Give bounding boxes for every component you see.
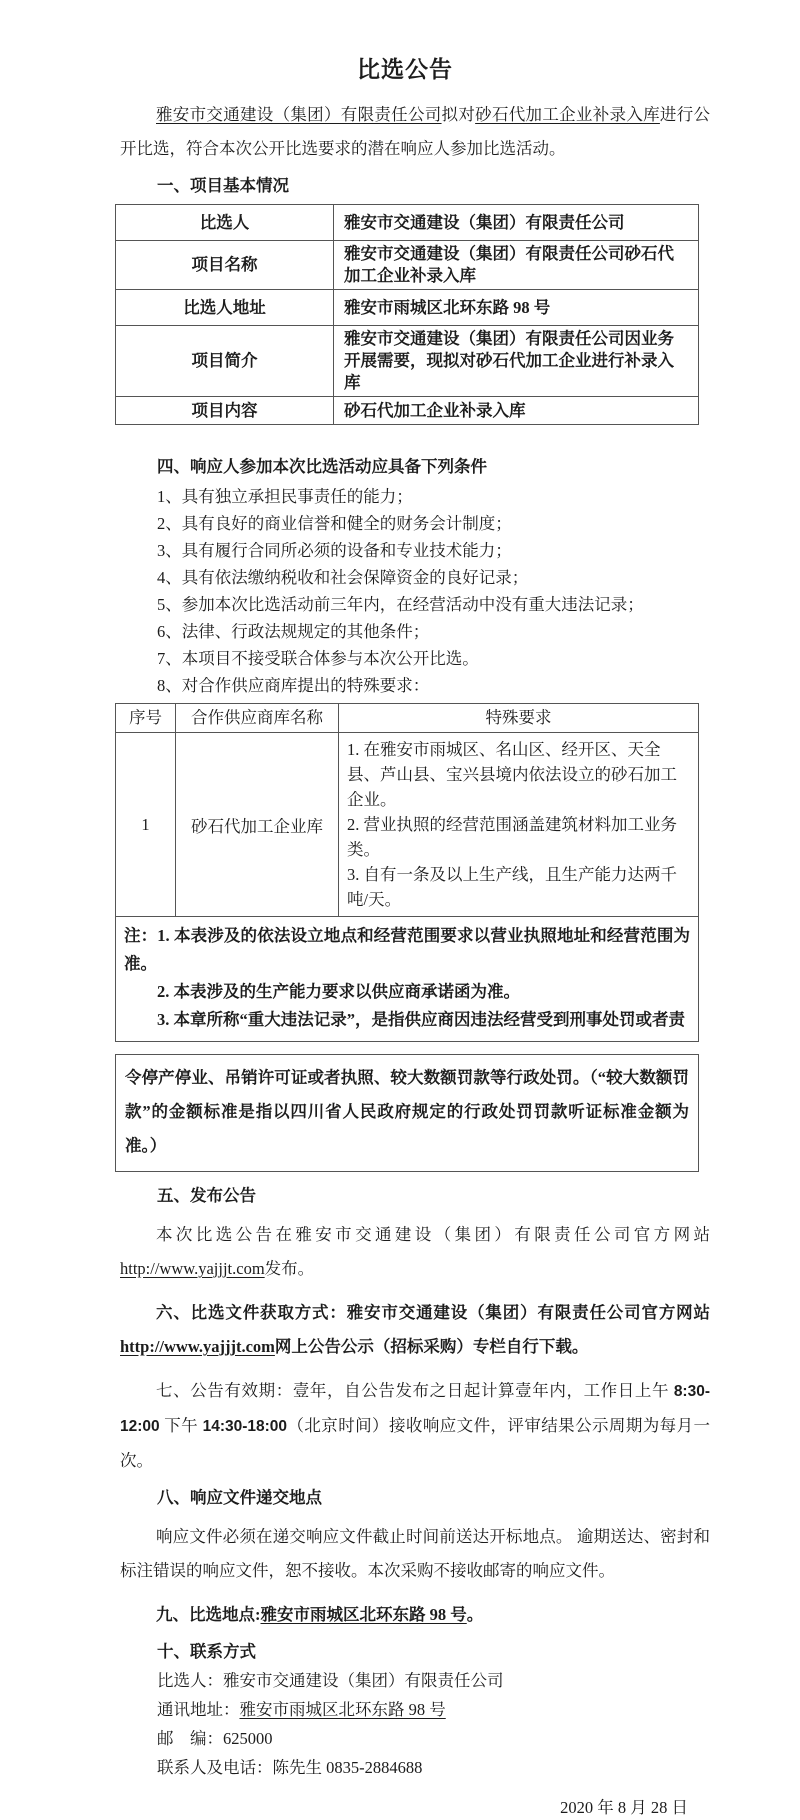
row-value: 雅安市交通建设（集团）有限责任公司 — [334, 205, 699, 241]
supplier-table-data-row — [116, 733, 699, 917]
continuation-box — [115, 1054, 699, 1172]
row-label: 项目名称 — [116, 241, 334, 290]
note-line-3: 3. 本章所称“重大违法记录”，是指供应商因违法经营受到刑事处罚或者责 — [157, 1010, 685, 1029]
section-heading-5: 五、发布公告 — [157, 1186, 256, 1205]
note-line-1: 注：1. 本表涉及的依法设立地点和经营范围要求以营业执照地址和经营范围为准。 — [124, 926, 690, 973]
row-value: 砂石代加工企业补录入库 — [334, 397, 699, 425]
delivery-paragraph: 响应文件必须在递交响应文件截止时间前送达开标地点。 逾期送达、密封和标注错误的响应文件，恕不接收。本次采购不接收邮寄的响应文件。 — [120, 1527, 710, 1580]
table-row-project-name — [116, 241, 699, 290]
requirement-line-2: 2. 营业执照的经营范围涵盖建筑材料加工业务类。 — [347, 815, 677, 859]
row-label: 比选人 — [116, 205, 334, 241]
header-seq-no: 序号 — [116, 704, 176, 733]
validity-text-mid: 下午 — [159, 1416, 203, 1435]
page-title: 比选公告 — [357, 57, 453, 82]
row-value: 雅安市雨城区北环东路 98 号 — [334, 290, 699, 326]
row-label: 项目内容 — [116, 397, 334, 425]
validity-paragraph — [120, 1374, 710, 1478]
contact-line-bidder: 比选人：雅安市交通建设（集团）有限责任公司 — [157, 1671, 504, 1690]
header-special-requirements: 特殊要求 — [339, 704, 699, 733]
project-info-table — [115, 204, 699, 425]
bidder-name-underlined: 雅安市交通建设（集团）有限责任公司 — [156, 105, 442, 124]
table-row-project-content — [116, 397, 699, 425]
supplier-table-header-row — [116, 704, 699, 733]
continuation-text: 令停产停业、吊销许可证或者执照、较大数额罚款等行政处罚。（“较大数额罚款”的金额标准是指以四川省人民政府规定的行政处罚罚款听证标准金额为准。） — [125, 1068, 689, 1155]
announcement-paragraph — [120, 1218, 710, 1286]
header-library-name: 合作供应商库名称 — [176, 704, 339, 733]
section-heading-8: 八、响应文件递交地点 — [157, 1488, 322, 1507]
supplier-table-note-row — [116, 917, 699, 1042]
location-address-underlined: 雅安市雨城区北环东路 98 号 — [260, 1605, 467, 1624]
intro-mid-text: 拟对 — [441, 105, 476, 124]
table-row-project-intro — [116, 326, 699, 397]
obtain-text-suffix: 网上公告公示（招标采购）专栏自行下载。 — [274, 1337, 589, 1356]
announcement-text-before: 本次比选公告在雅安市交通建设（集团）有限责任公司官方网站 — [156, 1225, 710, 1244]
section-heading-10: 十、联系方式 — [157, 1642, 256, 1661]
condition-item-1: 1、具有独立承担民事责任的能力； — [157, 487, 413, 506]
document-date: 2020 年 8 月 28 日 — [560, 1798, 688, 1817]
condition-item-4: 4、具有依法缴纳税收和社会保障资金的良好记录； — [157, 568, 529, 587]
obtain-text-prefix: 六、比选文件获取方式：雅安市交通建设（集团）有限责任公司官方网站 — [156, 1303, 710, 1322]
contact-line-address — [157, 1698, 710, 1722]
table-row-bidder-address — [116, 290, 699, 326]
table-row-bidder — [116, 205, 699, 241]
row-label: 比选人地址 — [116, 290, 334, 326]
condition-item-8: 8、对合作供应商库提出的特殊要求： — [157, 676, 430, 695]
cell-seq-no: 1 — [116, 733, 176, 917]
website-link-2[interactable]: http://www.yajjjt.com — [120, 1337, 275, 1356]
cell-library-name: 砂石代加工企业库 — [176, 733, 339, 917]
morning-time-range: 8:30-12:00 — [120, 1383, 710, 1435]
cell-special-requirements — [339, 733, 699, 917]
note-line-2: 2. 本表涉及的生产能力要求以供应商承诺函为准。 — [157, 982, 520, 1001]
condition-item-2: 2、具有良好的商业信誉和健全的财务会计制度； — [157, 514, 512, 533]
section-heading-4: 四、响应人参加本次比选活动应具备下列条件 — [157, 457, 487, 476]
selection-location-line — [120, 1598, 710, 1632]
contact-line-postcode: 邮 编：625000 — [157, 1729, 273, 1748]
condition-item-3: 3、具有履行合同所必须的设备和专业技术能力； — [157, 541, 512, 560]
row-label: 项目简介 — [116, 326, 334, 397]
afternoon-time-range: 14:30-18:00 — [202, 1418, 288, 1435]
website-link[interactable]: http://www.yajjjt.com — [120, 1259, 265, 1278]
table-notes-cell — [116, 917, 699, 1042]
requirement-line-3: 3. 自有一条及以上生产线，且生产能力达两千吨/天。 — [347, 865, 677, 909]
mailing-address-label: 通讯地址： — [157, 1700, 240, 1719]
announcement-text-after: 发布。 — [264, 1259, 315, 1278]
row-value: 雅安市交通建设（集团）有限责任公司砂石代加工企业补录入库 — [334, 241, 699, 290]
section-heading-1: 一、项目基本情况 — [157, 176, 289, 195]
project-name-underlined: 砂石代加工企业补录入库 — [475, 105, 660, 124]
contact-line-person-phone: 联系人及电话：陈先生 0835-2884688 — [157, 1758, 423, 1777]
validity-text-1: 七、公告有效期：壹年，自公告发布之日起计算壹年内，工作日上午 — [156, 1381, 674, 1400]
location-suffix: 。 — [466, 1605, 484, 1624]
supplier-library-table — [115, 703, 699, 1042]
row-value: 雅安市交通建设（集团）有限责任公司因业务开展需要，现拟对砂石代加工企业进行补录入库 — [334, 326, 699, 397]
document-obtain-paragraph — [120, 1296, 710, 1364]
condition-item-5: 5、参加本次比选活动前三年内，在经营活动中没有重大违法记录； — [157, 595, 644, 614]
requirement-line-1: 1. 在雅安市雨城区、名山区、经开区、天全县、芦山县、宝兴县境内依法设立的砂石加工企业。 — [347, 740, 677, 809]
validity-text-2: （北京时间）接收响应文件，评审结果公示周期为每月一次。 — [120, 1416, 711, 1470]
mailing-address-underlined: 雅安市雨城区北环东路 98 号 — [239, 1700, 446, 1719]
condition-item-6: 6、法律、行政法规规定的其他条件； — [157, 622, 430, 641]
condition-item-7: 7、本项目不接受联合体参与本次公开比选。 — [157, 649, 479, 668]
intro-tail-text: 进行公开比选，符合本次公开比选要求的潜在响应人参加比选活动。 — [120, 105, 710, 158]
location-label: 九、比选地点: — [156, 1605, 261, 1624]
intro-paragraph — [120, 98, 710, 166]
